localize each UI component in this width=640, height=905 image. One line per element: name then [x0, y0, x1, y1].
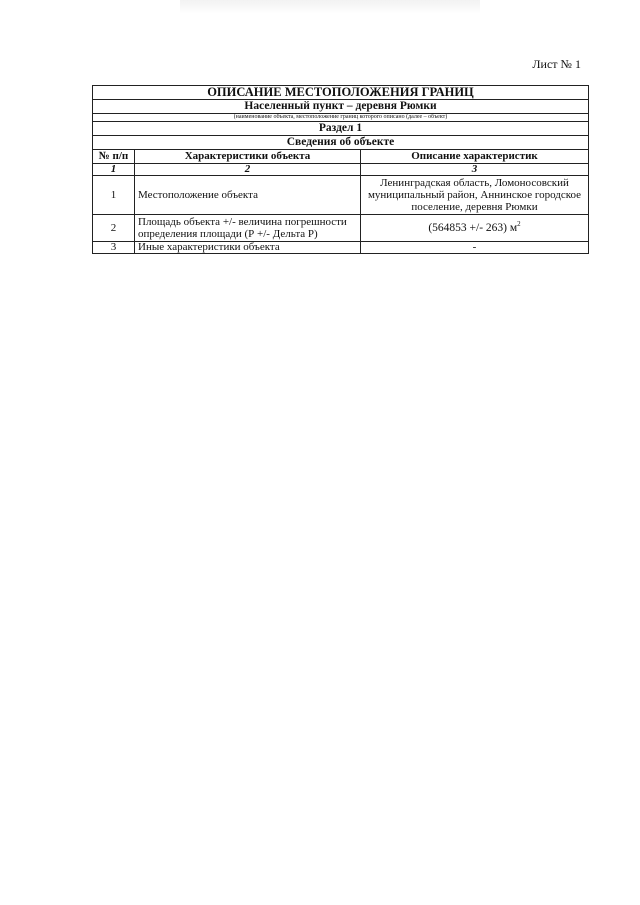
- table-header-row: [93, 150, 589, 164]
- area-value: (564853 +/- 263) м: [428, 222, 518, 234]
- row-characteristic: Площадь объекта +/- величина погрешности определения площади (Р +/- Дельта Р): [135, 215, 361, 242]
- column-number-3: 3: [361, 164, 589, 176]
- header-description: Описание характеристик: [361, 150, 589, 164]
- sheet-number-label: Лист № 1: [532, 57, 581, 71]
- settlement-name: Населенный пункт – деревня Рюмки: [93, 100, 589, 114]
- column-number-1: 1: [93, 164, 135, 176]
- settlement-row: [93, 100, 589, 114]
- table-row: [93, 176, 589, 215]
- row-number: 1: [93, 176, 135, 215]
- row-description: [361, 215, 589, 242]
- section-title: Сведения об объекте: [93, 136, 589, 150]
- header-characteristic: Характеристики объекта: [135, 150, 361, 164]
- area-unit-exponent: 2: [517, 220, 521, 229]
- section-row: [93, 122, 589, 136]
- object-note: (наименование объекта, местоположение границ которого описано (далее – объект): [93, 114, 589, 122]
- scan-shadow: [180, 0, 480, 14]
- row-number: 3: [93, 242, 135, 254]
- row-number: 2: [93, 215, 135, 242]
- row-description: Ленинградская область, Ломоносовский муниципальный район, Аннинское городское поселение, деревня Рюмки: [361, 176, 589, 215]
- table-row: [93, 215, 589, 242]
- boundary-description-table: [92, 85, 589, 254]
- column-number-row: [93, 164, 589, 176]
- row-characteristic: Местоположение объекта: [135, 176, 361, 215]
- row-description: -: [361, 242, 589, 254]
- row-characteristic: Иные характеристики объекта: [135, 242, 361, 254]
- header-number: № п/п: [93, 150, 135, 164]
- document-title: ОПИСАНИЕ МЕСТОПОЛОЖЕНИЯ ГРАНИЦ: [93, 86, 589, 100]
- document-title-row: [93, 86, 589, 100]
- table-row: [93, 242, 589, 254]
- section-title-row: [93, 136, 589, 150]
- note-row: [93, 114, 589, 122]
- column-number-2: 2: [135, 164, 361, 176]
- section-heading: Раздел 1: [93, 122, 589, 136]
